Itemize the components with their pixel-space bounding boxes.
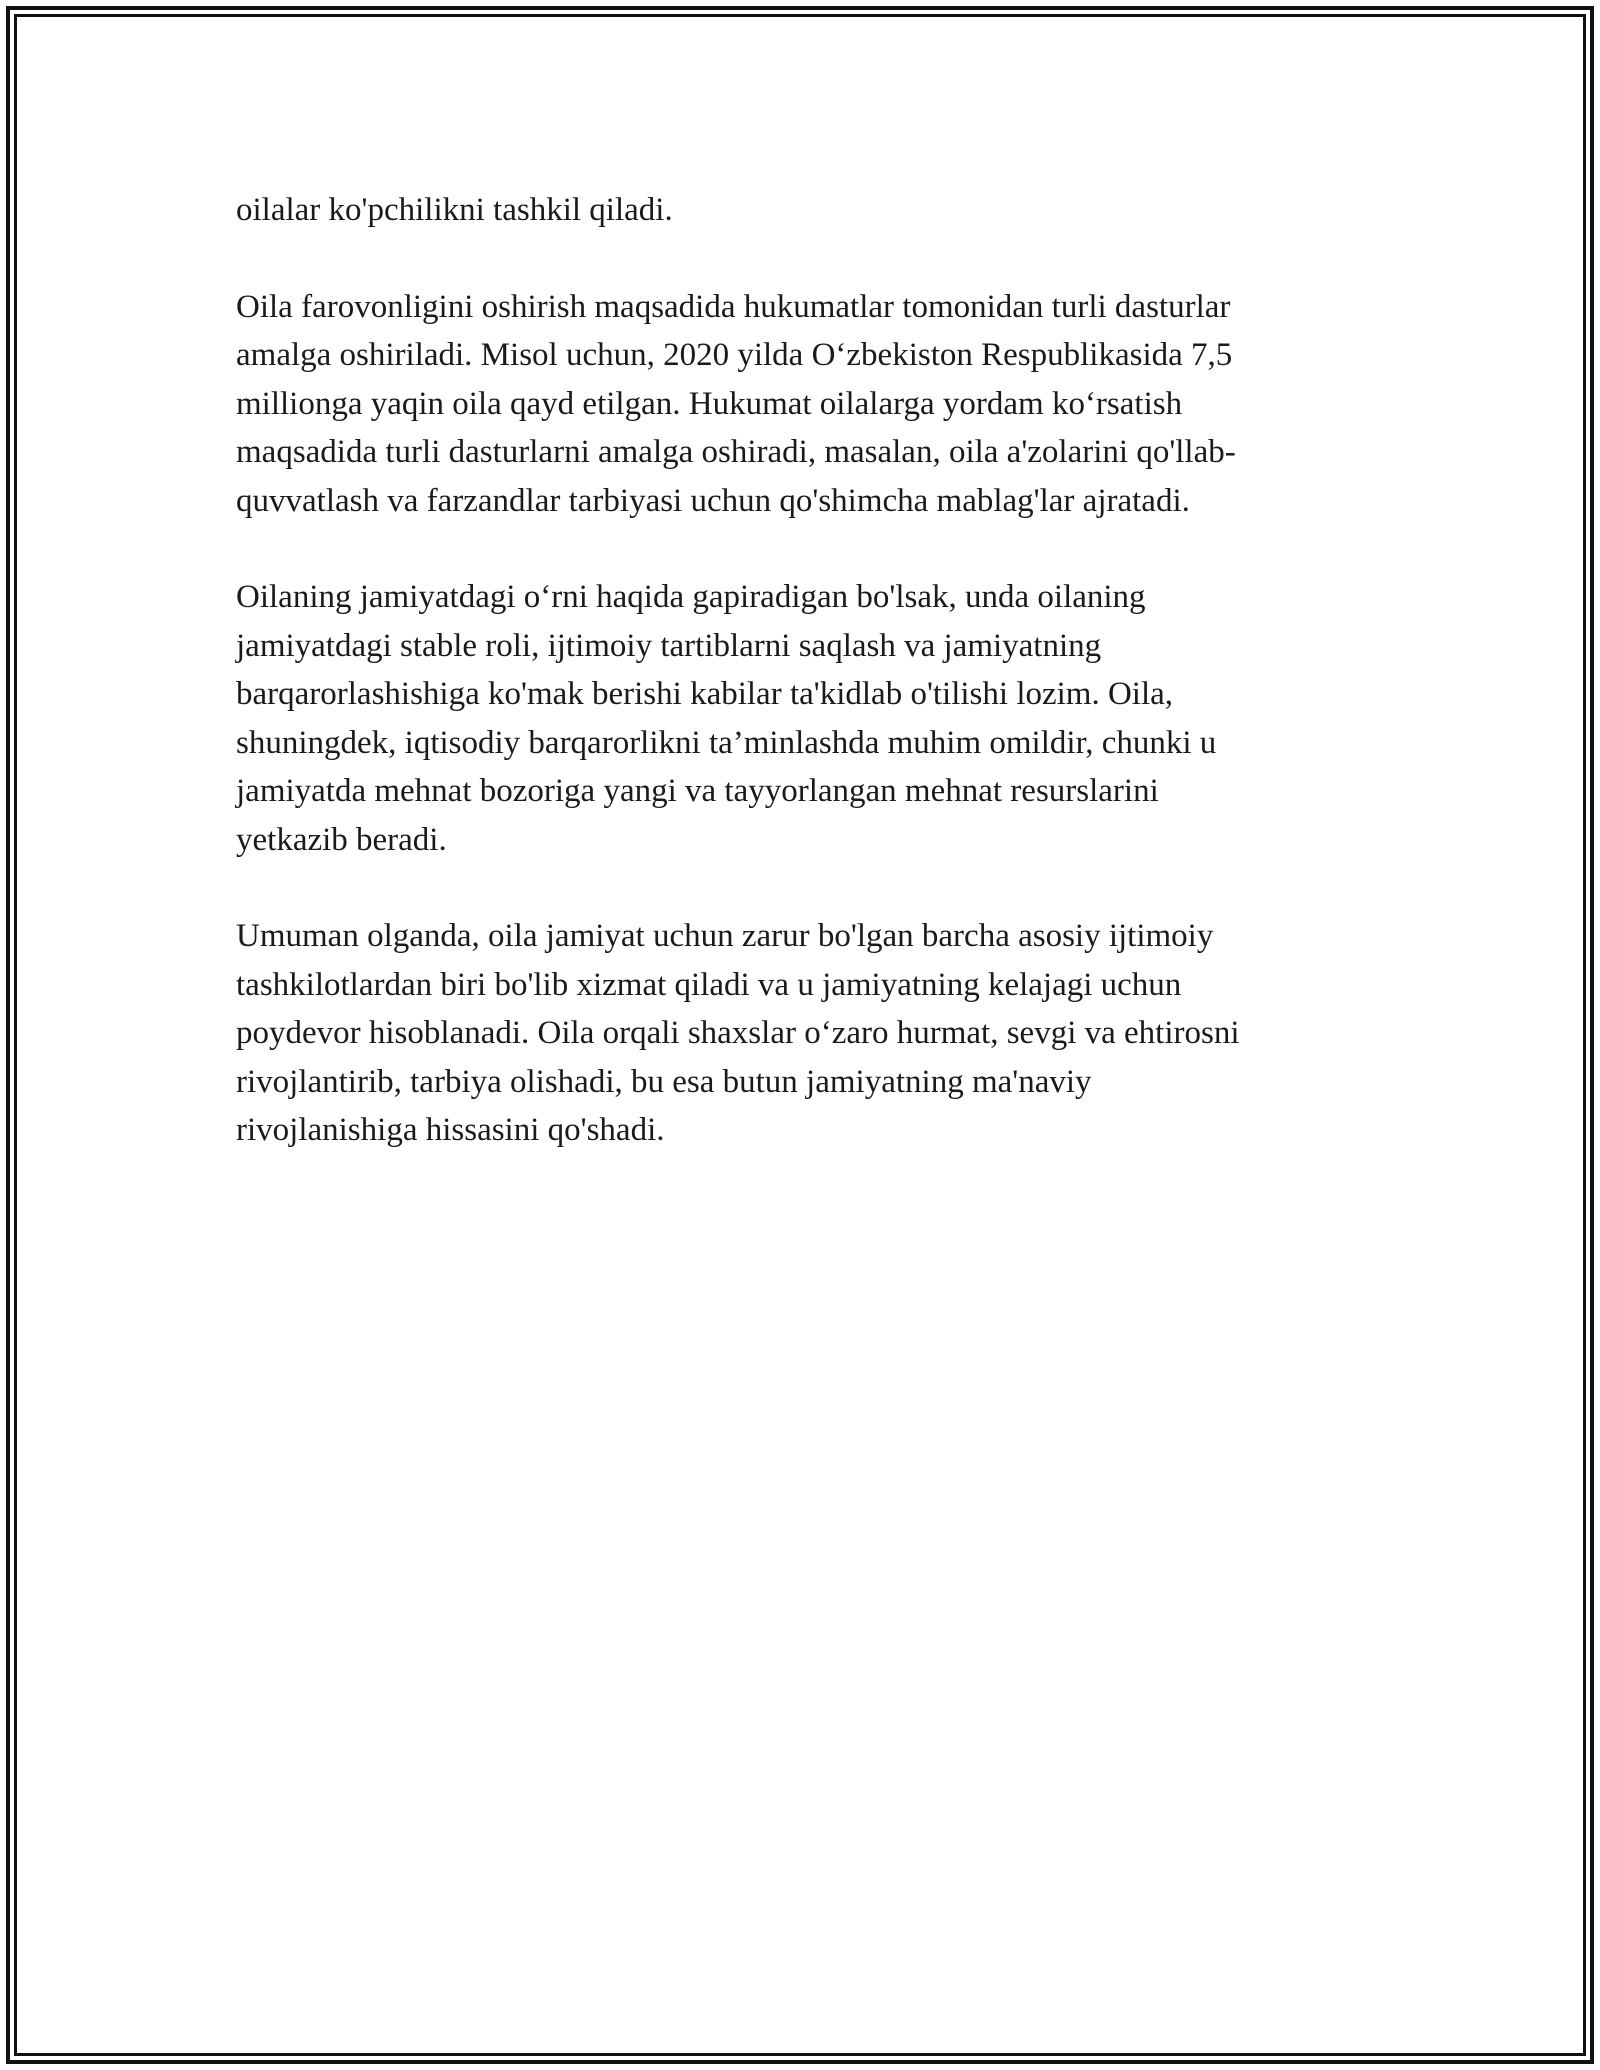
paragraph-1: oilalar ko'pchilikni tashkil qiladi. (236, 192, 673, 228)
paragraph-4: Umuman olganda, oila jamiyat uchun zarur bo'lgan barcha asosiy ijtimoiy tashkilotlardan biri bo'lib xizmat qiladi va u jamiyatning kelajagi uchun poydevor hisoblanadi. Oila orqali shaxslar o‘zaro hurmat, sevgi va ehtirosni rivojlantirib, tarbiya olishadi, bu esa butun jamiyatning ma'naviy rivojlanishiga hissasini qo'shadi. (236, 918, 1240, 1148)
paragraph-2: Oila farovonligini oshirish maqsadida hukumatlar tomonidan turli dasturlar amalga oshiriladi. Misol uchun, 2020 yilda O‘zbekiston Respublikasida 7,5 millionga yaqin oila qayd etilgan. Hukumat oilalarga yordam ko‘rsatish maqsadida turli dasturlarni amalga oshiradi, masalan, oila a'zolarini qo'llab- quvvatlash va farzandlar tarbiyasi uchun qo'shimcha mablag'lar ajratadi. (236, 288, 1236, 519)
document-body (236, 186, 1356, 1203)
paragraph-3: Oilaning jamiyatdagi o‘rni haqida gapiradigan bo'lsak, unda oilaning jamiyatdagi stable roli, ijtimoiy tartiblarni saqlash va jamiyatning barqarorlashishiga ko'mak berishi kabilar ta'kidlab o'tilishi lozim. Oila, shuningdek, iqtisodiy barqarorlikni ta’minlashda muhim omildir, chunki u jamiyatda mehnat bozoriga yangi va tayyorlangan mehnat resurslarini yetkazib beradi. (236, 579, 1217, 858)
